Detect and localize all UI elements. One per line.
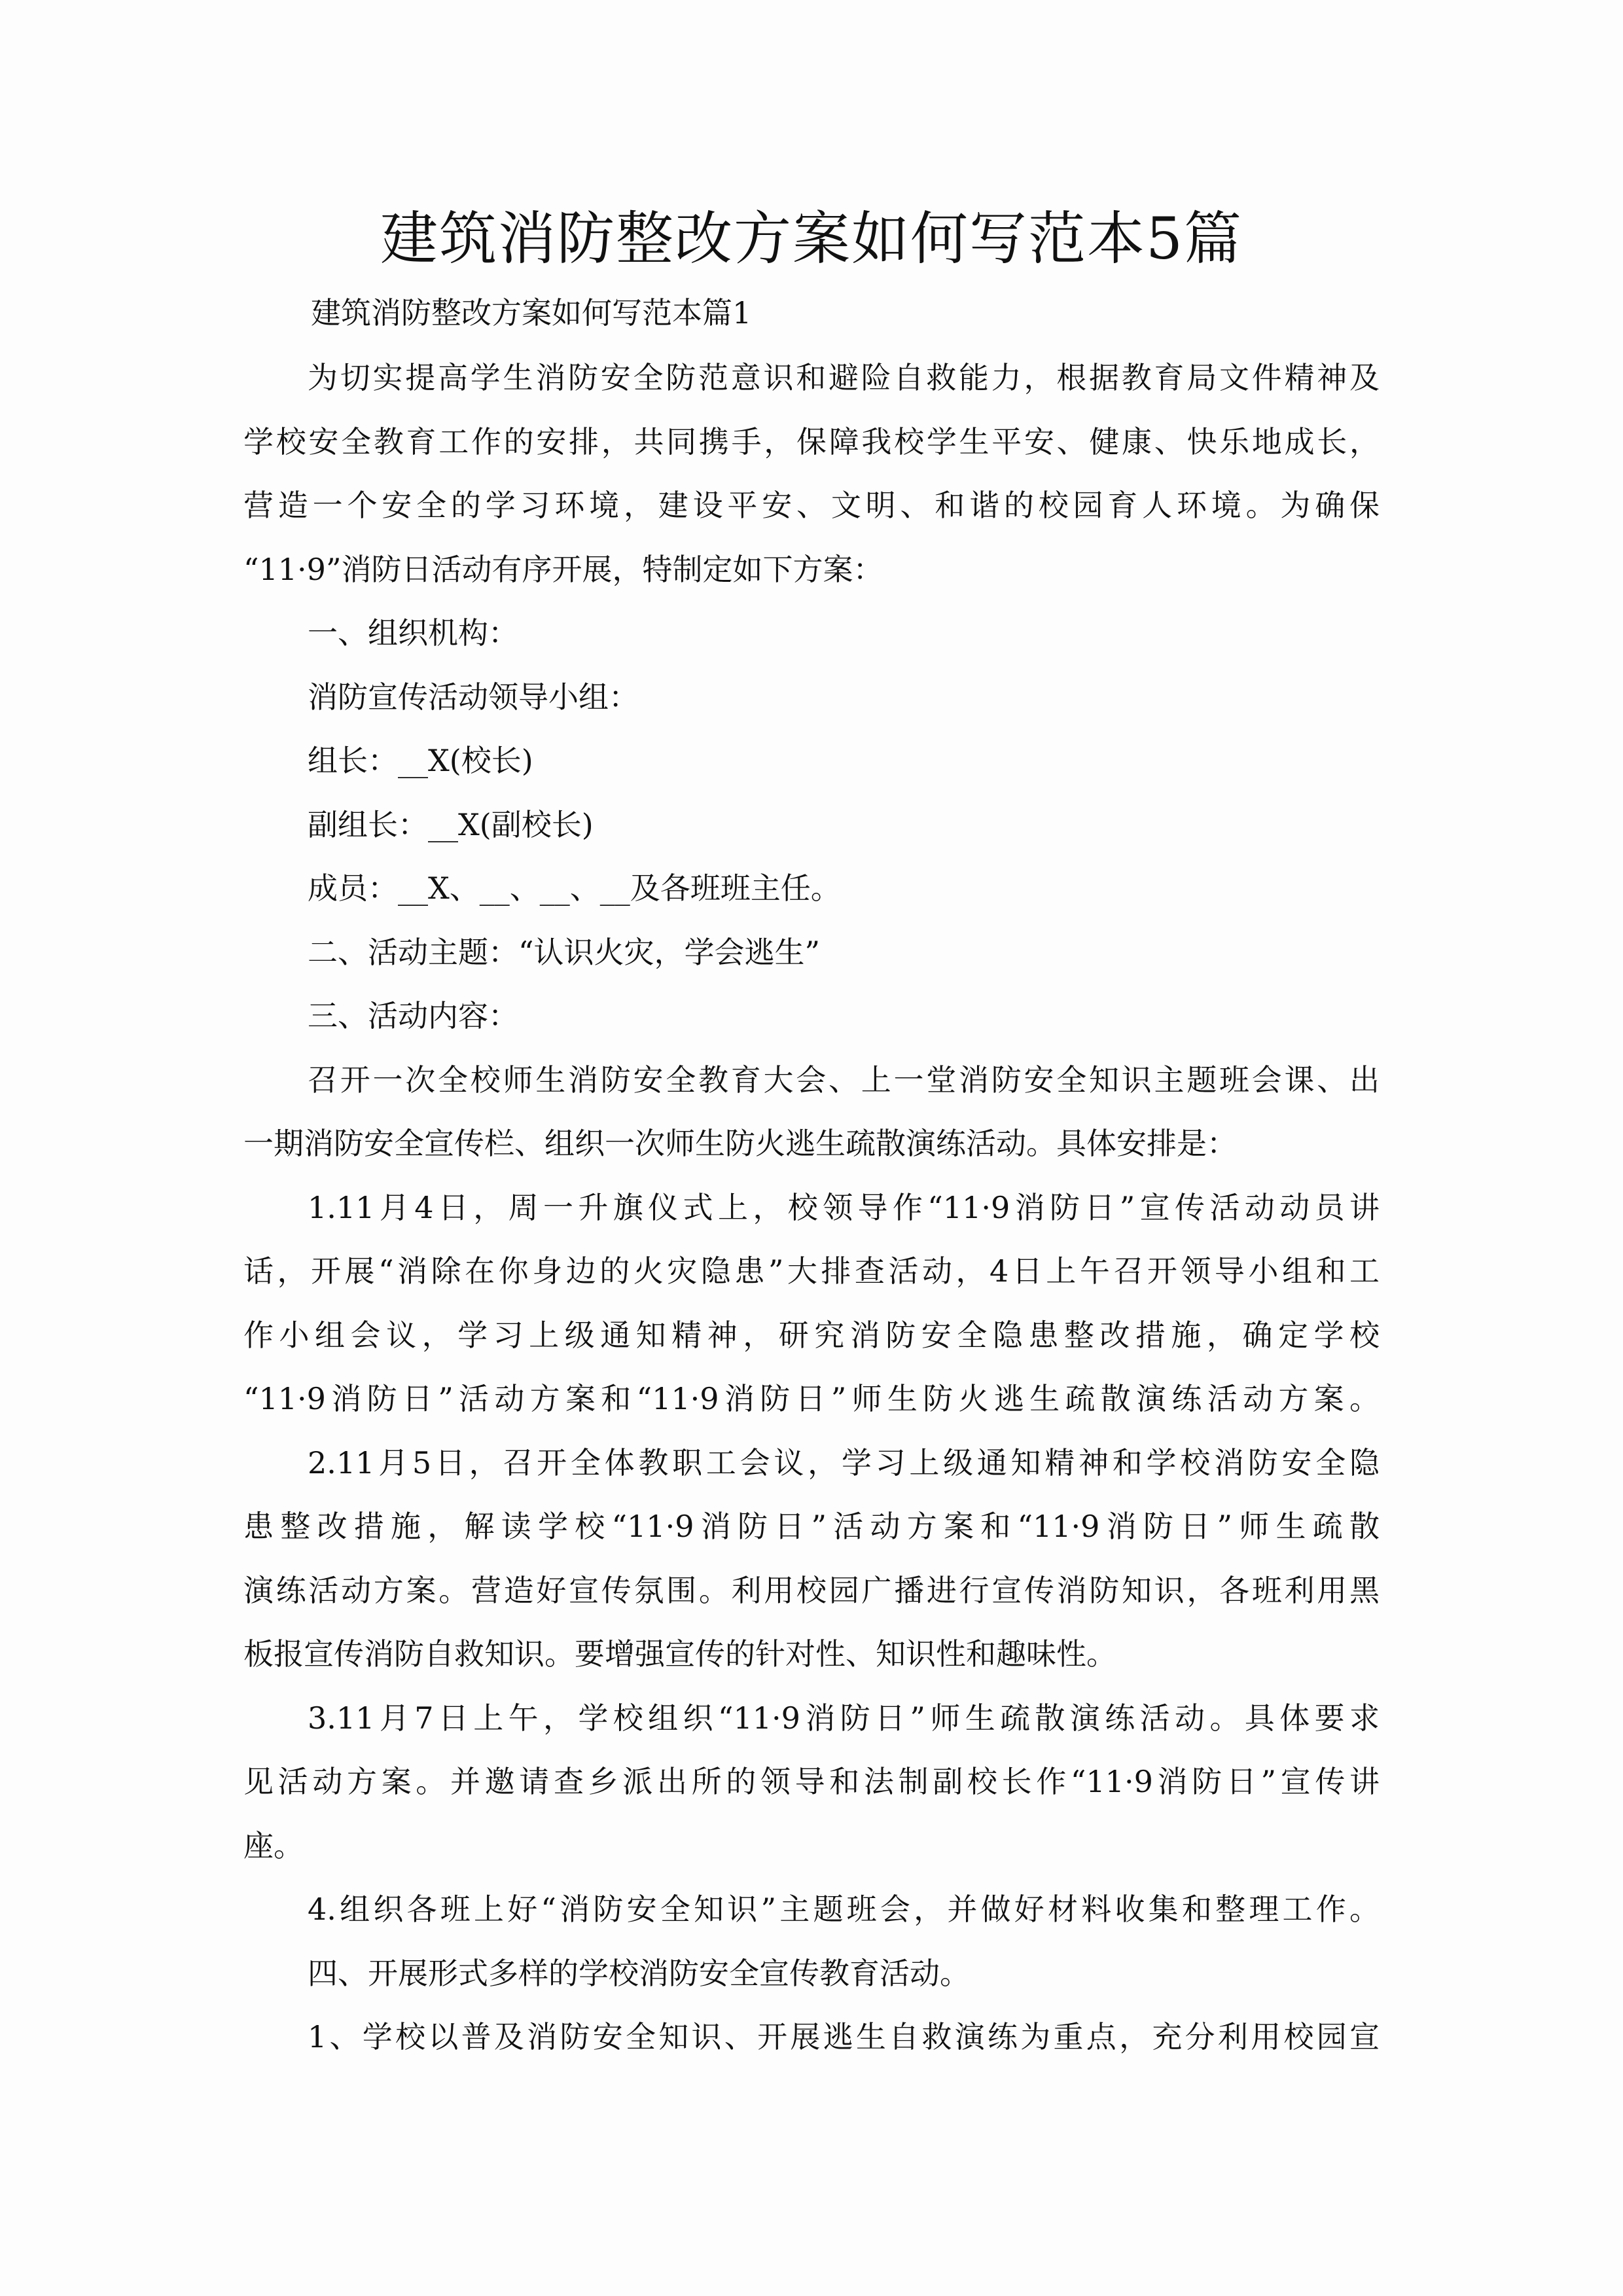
section-heading-activities: 四、开展形式多样的学校消防安全宣传教育活动。 <box>308 1956 970 1991</box>
body-line: 召开一次全校师生消防安全教育大会、上一堂消防安全知识主题班会课、出 <box>308 1062 1380 1098</box>
body-line: 板报宣传消防自救知识。要增强宣传的针对性、知识性和趣味性。 <box>243 1636 1116 1672</box>
body-line: 演练活动方案。营造好宣传氛围。利用校园广播进行宣传消防知识，各班利用黑 <box>243 1573 1380 1608</box>
section-heading-org: 一、组织机构： <box>308 615 518 651</box>
body-line: 患整改措施，解读学校“11·9消防日”活动方案和“11·9消防日”师生疏散 <box>243 1509 1380 1544</box>
body-line: 为切实提高学生消防安全防范意识和避险自救能力，根据教育局文件精神及 <box>308 360 1380 395</box>
body-line: 学校安全教育工作的安排，共同携手，保障我校学生平安、健康、快乐地成长， <box>243 424 1380 459</box>
body-line: “11·9消防日”活动方案和“11·9消防日”师生防火逃生疏散演练活动方案。 <box>243 1381 1380 1416</box>
body-line: 组长：__X(校长) <box>308 743 533 778</box>
body-line: 话，开展“消除在你身边的火灾隐患”大排查活动，4日上午召开领导小组和工 <box>243 1253 1380 1289</box>
body-line: 副组长：__X(副校长) <box>308 807 594 842</box>
section-heading-content: 三、活动内容： <box>308 998 518 1033</box>
body-line: 座。 <box>243 1828 304 1863</box>
body-line: 作小组会议，学习上级通知精神，研究消防安全隐患整改措施，确定学校 <box>243 1318 1380 1353</box>
body-line: 3.11月7日上午，学校组织“11·9消防日”师生疏散演练活动。具体要求 <box>308 1700 1380 1736</box>
section-heading-theme: 二、活动主题：“认识火灾，学会逃生” <box>308 935 821 970</box>
body-line: 1、学校以普及消防安全知识、开展逃生自救演练为重点，充分利用校园宣 <box>308 2019 1380 2054</box>
body-line: 2.11月5日，召开全体教职工会议，学习上级通知精神和学校消防安全隐 <box>308 1445 1380 1480</box>
body-line: 1.11月4日，周一升旗仪式上，校领导作“11·9消防日”宣传活动动员讲 <box>308 1190 1380 1225</box>
body-line: 4.组织各班上好“消防安全知识”主题班会，并做好材料收集和整理工作。 <box>308 1892 1380 1927</box>
section-heading: 建筑消防整改方案如何写范本篇1 <box>311 295 752 331</box>
document-title: 建筑消防整改方案如何写范本5篇 <box>380 205 1243 272</box>
body-line: 一期消防安全宣传栏、组织一次师生防火逃生疏散演练活动。具体安排是： <box>243 1126 1237 1161</box>
body-line: 见活动方案。并邀请查乡派出所的领导和法制副校长作“11·9消防日”宣传讲 <box>243 1764 1380 1799</box>
body-line: “11·9”消防日活动有序开展，特制定如下方案： <box>243 552 883 587</box>
body-line: 成员：__X、__、__、__及各班班主任。 <box>308 870 841 906</box>
body-line: 消防宣传活动领导小组： <box>308 679 639 715</box>
body-line: 营造一个安全的学习环境，建设平安、文明、和谐的校园育人环境。为确保 <box>243 488 1380 523</box>
